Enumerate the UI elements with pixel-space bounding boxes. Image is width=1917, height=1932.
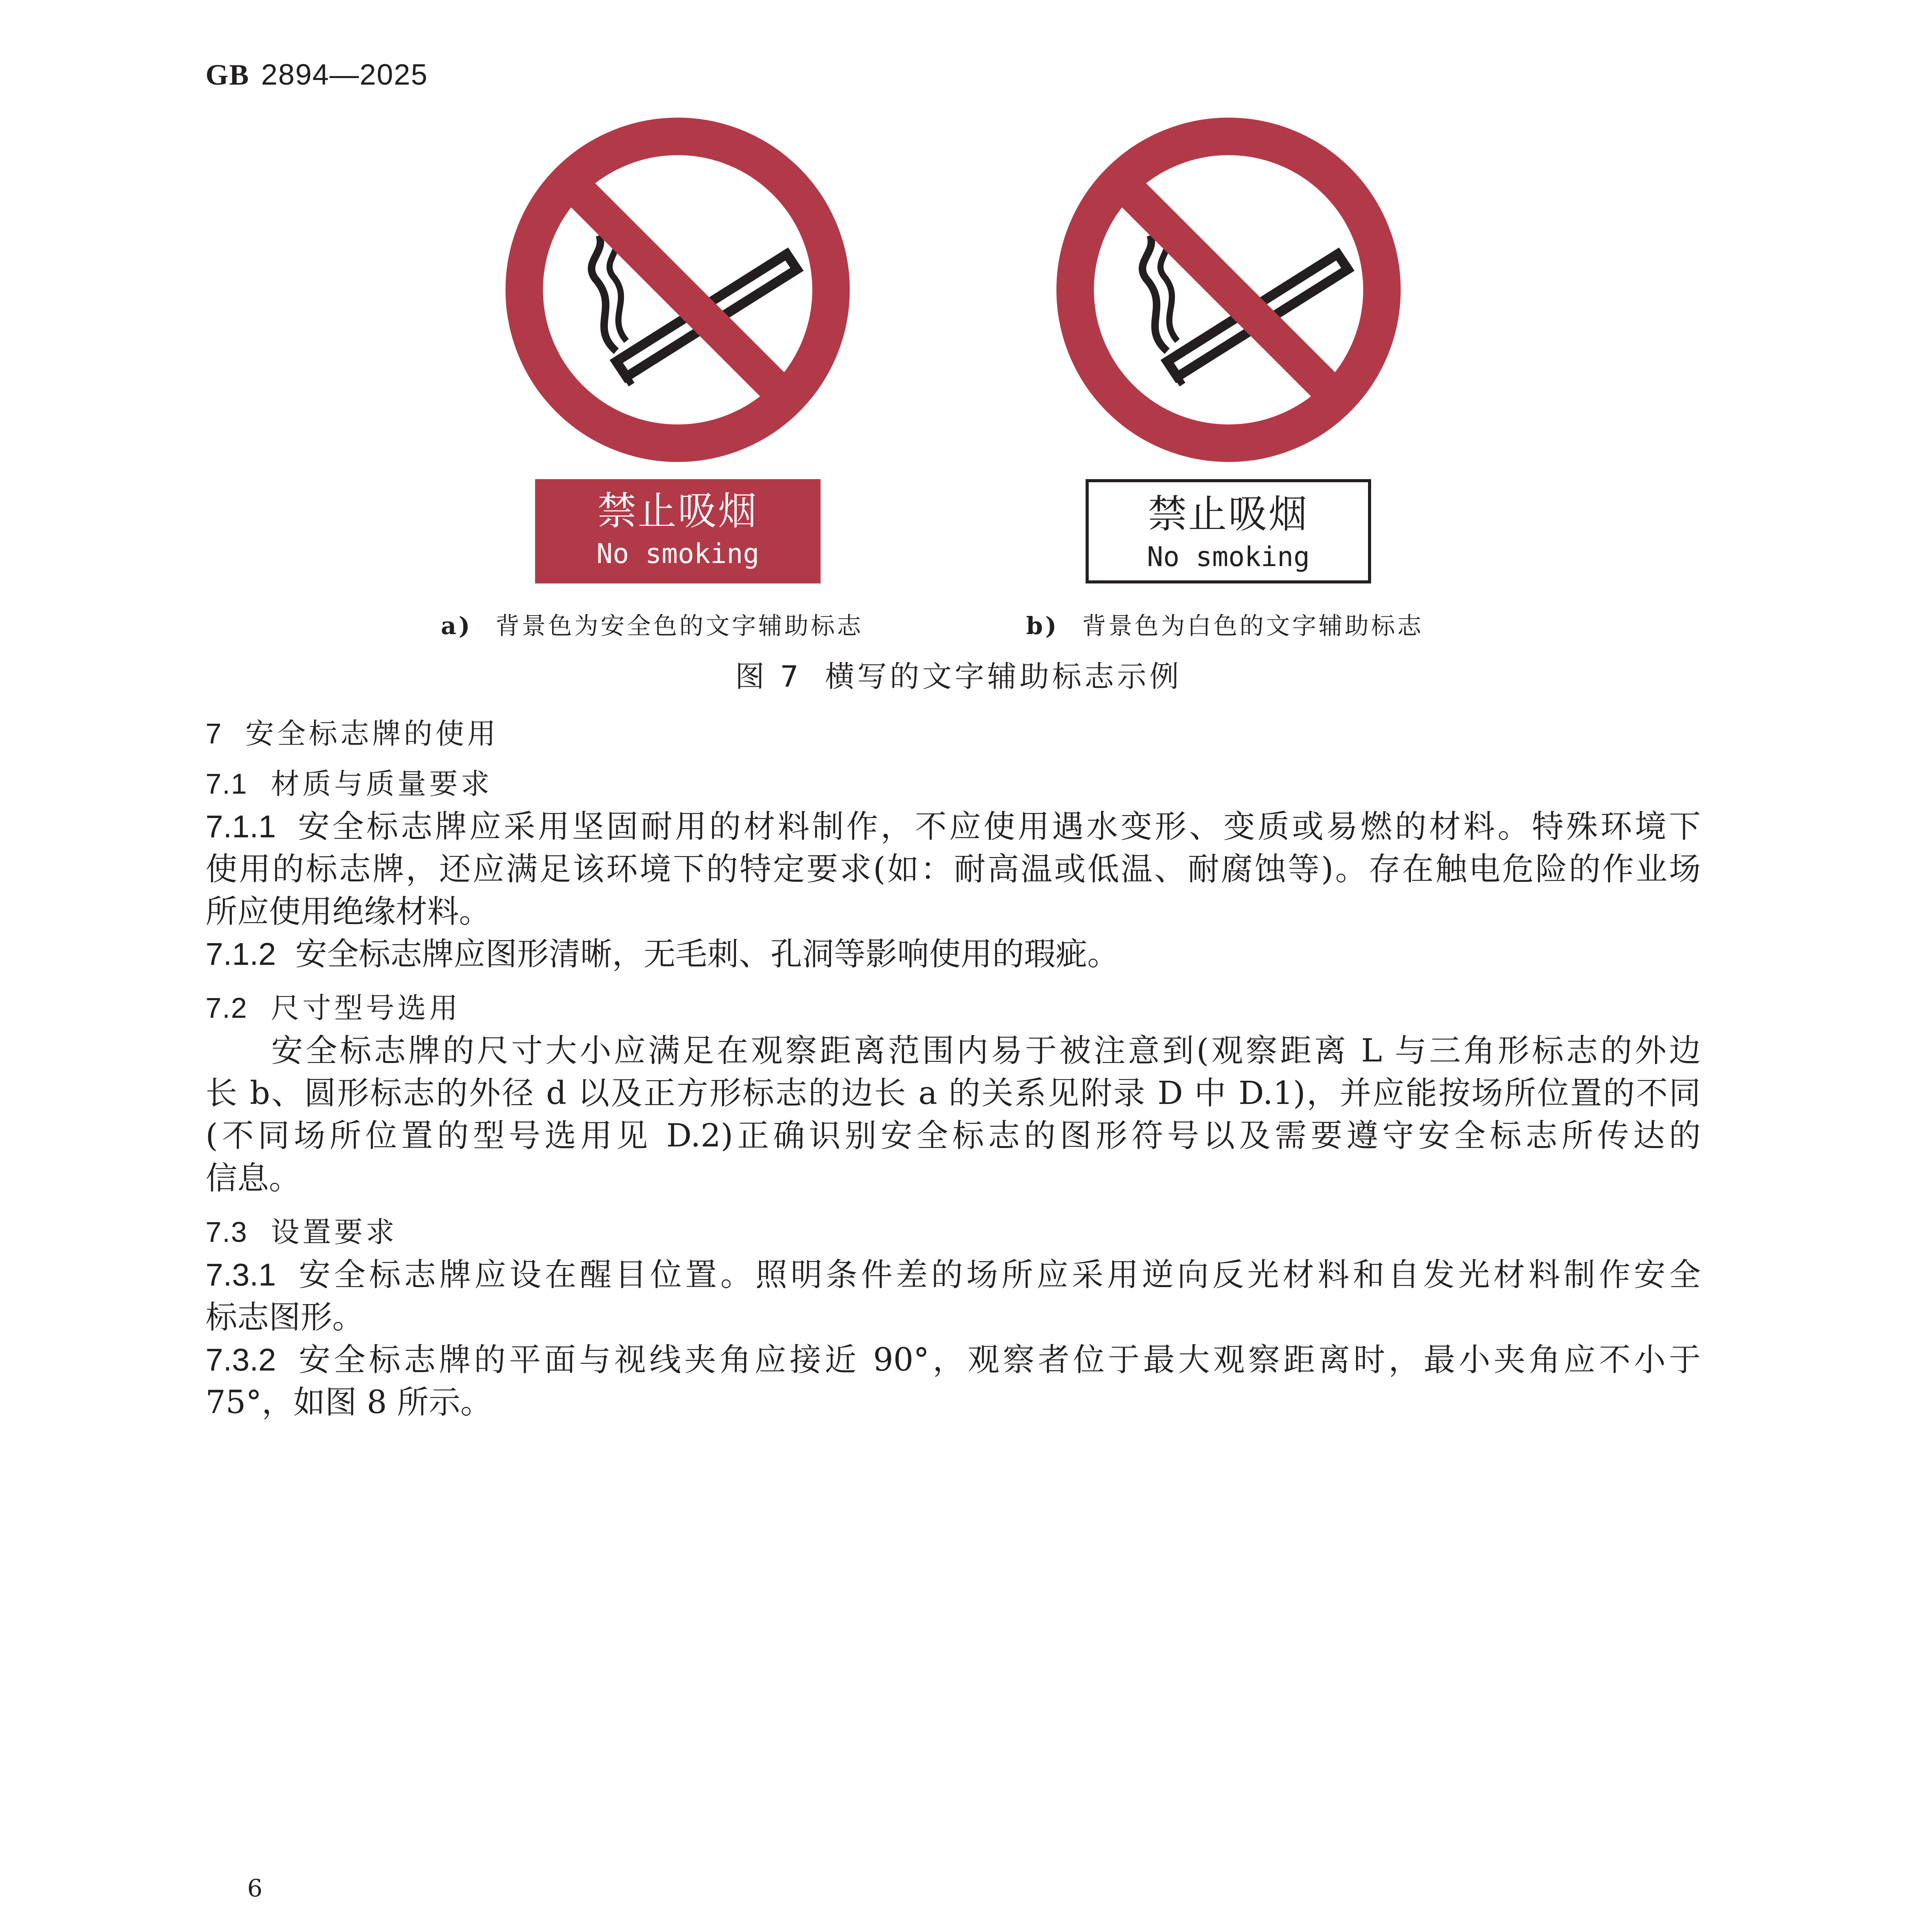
- subcaption-label: a): [441, 612, 472, 640]
- section-number: 7.3: [206, 1216, 248, 1248]
- document-header: [206, 58, 428, 92]
- subcaption-label: b): [1026, 612, 1059, 640]
- clause-number: 7.3.1: [206, 1257, 276, 1293]
- section-title: 材质与质量要求: [270, 767, 493, 801]
- sign-text-en: No smoking: [1147, 541, 1310, 573]
- sign-label-white: [1086, 479, 1371, 583]
- paragraph-7-2-line: 长 b、圆形标志的外径 d 以及正方形标志的边长 a 的关系见附录 D 中 D.1)，并应能按场所位置的不同: [206, 1075, 1701, 1112]
- paragraph-7-2-line: 信息。: [206, 1160, 301, 1197]
- clause-text: 安全标志牌应图形清晰，无毛刺、孔洞等影响使用的瑕疵。: [295, 936, 1119, 973]
- clause-7-3-1-line: [206, 1256, 1701, 1294]
- section-number: 7: [206, 718, 223, 750]
- clause-7-1-1-line: [206, 808, 1701, 846]
- no-smoking-sign-icon: [504, 116, 851, 464]
- section-number: 7.2: [206, 992, 248, 1024]
- page-number: 6: [247, 1874, 263, 1902]
- paragraph-7-2-line: (不同场所位置的型号选用见 D.2)正确识别安全标志的图形符号以及需要遵守安全标志所传达的: [206, 1117, 1701, 1154]
- section-title: 尺寸型号选用: [270, 992, 461, 1025]
- clause-text: 安全标志牌的平面与视线夹角应接近 90°，观察者位于最大观察距离时，最小夹角应不小于: [295, 1342, 1701, 1378]
- clause-7-3-1-line: 标志图形。: [206, 1299, 364, 1336]
- standard-number: 2894—2025: [261, 58, 428, 91]
- clause-number: 7.3.2: [206, 1342, 276, 1378]
- standard-prefix: GB: [206, 59, 250, 91]
- section-number: 7.1: [206, 768, 248, 800]
- clause-7-1-2-line: [206, 935, 1701, 974]
- no-smoking-sign-icon: [1055, 116, 1402, 464]
- clause-7-1-1-line: 所应使用绝缘材料。: [206, 893, 491, 930]
- figure-number: 图 7: [735, 659, 802, 694]
- section-heading-7-2: [206, 985, 461, 1026]
- clause-number: 7.1.2: [206, 937, 276, 972]
- sign-text-en: No smoking: [596, 538, 760, 570]
- clause-number: 7.1.1: [206, 809, 276, 844]
- subcaption-text: 背景色为安全色的文字辅助标志: [495, 612, 863, 640]
- clause-7-3-2-line: 75°，如图 8 所示。: [206, 1384, 492, 1421]
- subcaption-text: 背景色为白色的文字辅助标志: [1082, 612, 1424, 640]
- clause-text: 安全标志牌应采用坚固耐用的材料制作，不应使用遇水变形、变质或易燃的材料。特殊环境下: [295, 808, 1701, 845]
- section-heading-7: [206, 711, 499, 752]
- section-heading-7-1: [206, 761, 493, 802]
- clause-text: 安全标志牌应设在醒目位置。照明条件差的场所应采用逆向反光材料和自发光材料制作安全: [295, 1257, 1701, 1293]
- clause-7-3-2-line: [206, 1341, 1701, 1379]
- section-title: 设置要求: [270, 1216, 398, 1249]
- subcaption-b: [1026, 607, 1424, 641]
- figure-title: 横写的文字辅助标志示例: [825, 659, 1182, 694]
- section-heading-7-3: [206, 1209, 398, 1250]
- sign-label-safety-color: [535, 479, 821, 583]
- figure-caption: [0, 653, 1917, 695]
- clause-7-1-1-line: 使用的标志牌，还应满足该环境下的特定要求(如：耐高温或低温、耐腐蚀等)。存在触电危险的作业场: [206, 851, 1701, 888]
- subcaption-a: [441, 607, 863, 641]
- paragraph-7-2-line: 安全标志牌的尺寸大小应满足在观察距离范围内易于被注意到(观察距离 L 与三角形标志的外边: [271, 1032, 1701, 1069]
- section-title: 安全标志牌的使用: [245, 717, 499, 750]
- sign-text-cn: 禁止吸烟: [1148, 492, 1309, 537]
- sign-text-cn: 禁止吸烟: [597, 488, 758, 534]
